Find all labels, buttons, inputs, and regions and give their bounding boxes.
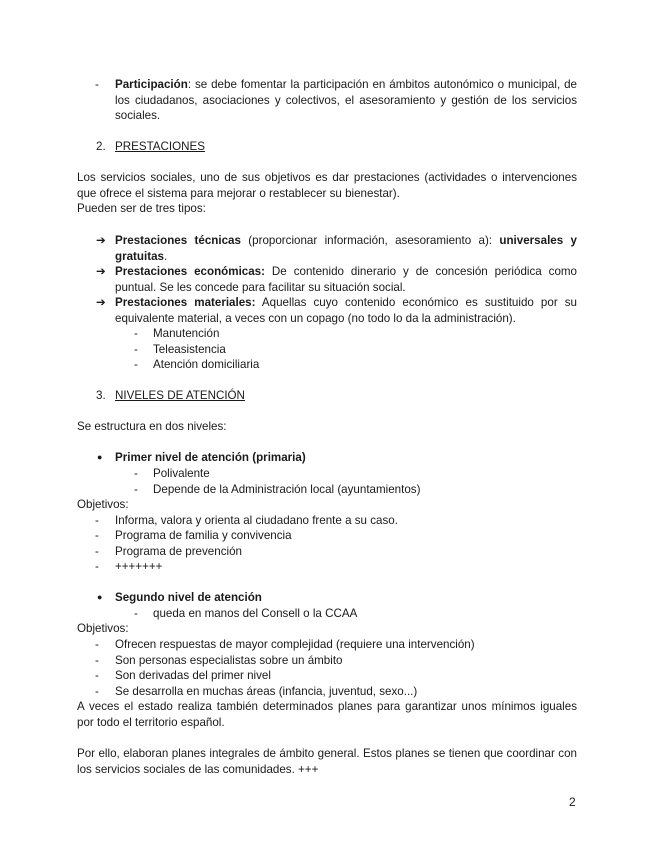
primer-subitem: Depende de la Administración local (ayuntamientos) bbox=[153, 483, 421, 496]
primer-nivel-title: Primer nivel de atención (primaria) bbox=[115, 451, 306, 464]
objetivo-bullet: - bbox=[95, 545, 99, 558]
prestacion-item bbox=[115, 233, 577, 264]
sub-bullet: - bbox=[134, 327, 138, 340]
prestacion-item bbox=[115, 295, 577, 326]
prestacion-text: (proporcionar información, asesoramiento a): bbox=[240, 234, 500, 247]
segundo-objetivos-label: Objetivos: bbox=[77, 622, 129, 635]
prestacion-text: De contenido dinerario y de concesión periódica como puntual. Se les concede para facilitar su situación social. bbox=[115, 265, 578, 294]
objetivo-bullet: - bbox=[95, 685, 99, 698]
material-subitem: Teleasistencia bbox=[153, 343, 226, 356]
material-subitem: Manutención bbox=[153, 327, 220, 340]
section3-paragraph2: Por ello, elaboran planes integrales de ámbito general. Estos planes se tienen que coordinar con los servicios sociales de las comunidades. +++ bbox=[77, 747, 577, 776]
primer-subitem: Polivalente bbox=[153, 467, 210, 480]
arrow-icon: ➔ bbox=[96, 234, 106, 247]
section3-paragraph1: A veces el estado realiza también determinados planes para garantizar unos mínimos iguales por todo el territorio español. bbox=[77, 700, 577, 729]
objetivo-bullet: - bbox=[95, 638, 99, 651]
objetivo-bullet: - bbox=[95, 669, 99, 682]
sub-bullet: - bbox=[134, 483, 138, 496]
section3-intro: Se estructura en dos niveles: bbox=[77, 420, 227, 433]
primer-objetivo: Programa de familia y convivencia bbox=[115, 529, 292, 542]
section3-number: 3. bbox=[96, 389, 106, 402]
bullet-dot-icon: ● bbox=[97, 592, 103, 602]
participacion-text: : se debe fomentar la participación en ámbitos autonómico o municipal, de los ciudadanos, asociaciones y colectivos, el asesoramiento y gestión de los servicios sociales. bbox=[115, 78, 577, 122]
segundo-objetivo: Son derivadas del primer nivel bbox=[115, 669, 271, 682]
sub-bullet: - bbox=[134, 358, 138, 371]
bullet-dot-icon: ● bbox=[97, 452, 103, 462]
sub-bullet: - bbox=[134, 467, 138, 480]
prestacion-end: . bbox=[163, 249, 168, 263]
section2-number: 2. bbox=[96, 140, 106, 153]
prestacion-term: Prestaciones económicas: bbox=[115, 265, 265, 278]
segundo-objetivo: Son personas especialistas sobre un ámbito bbox=[115, 654, 343, 667]
prestacion-term: Prestaciones materiales: bbox=[115, 296, 256, 309]
objetivo-bullet: - bbox=[95, 529, 99, 542]
participacion-bullet: - bbox=[95, 78, 99, 91]
prestacion-bold-end: universales y gratuitas bbox=[115, 234, 577, 263]
section2-types-intro: Pueden ser de tres tipos: bbox=[77, 202, 206, 215]
participacion-item bbox=[115, 77, 577, 124]
prestacion-item bbox=[115, 264, 577, 295]
participacion-term: Participación bbox=[115, 78, 188, 91]
segundo-objetivo: Se desarrolla en muchas áreas (infancia, juventud, sexo...) bbox=[115, 685, 418, 698]
material-subitem: Atención domiciliaria bbox=[153, 358, 260, 371]
objetivo-bullet: - bbox=[95, 514, 99, 527]
segundo-objetivo: Ofrecen respuestas de mayor complejidad (requiere una intervención) bbox=[115, 638, 475, 651]
segundo-nivel-title: Segundo nivel de atención bbox=[115, 591, 262, 604]
sub-bullet: - bbox=[134, 607, 138, 620]
page-number: 2 bbox=[569, 795, 576, 809]
primer-objetivo: Informa, valora y orienta al ciudadano frente a su caso. bbox=[115, 514, 398, 527]
sub-bullet: - bbox=[134, 343, 138, 356]
prestacion-text: Aquellas cuyo contenido económico es sustituido por su equivalente material, a veces con un copago (no todo lo da la administración). bbox=[115, 296, 577, 325]
objetivo-bullet: - bbox=[95, 654, 99, 667]
section2-intro: Los servicios sociales, uno de sus objetivos es dar prestaciones (actividades o intervenciones que ofrece el sistema para mejorar o restablecer su bienestar). bbox=[77, 171, 577, 200]
arrow-icon: ➔ bbox=[96, 296, 106, 309]
primer-objetivo: +++++++ bbox=[115, 560, 163, 573]
primer-objetivo: Programa de prevención bbox=[115, 545, 242, 558]
segundo-subitem: queda en manos del Consell o la CCAA bbox=[153, 607, 358, 620]
section2-title: PRESTACIONES bbox=[115, 140, 205, 153]
primer-objetivos-label: Objetivos: bbox=[77, 498, 129, 511]
section3-title: NIVELES DE ATENCIÓN bbox=[115, 389, 245, 402]
arrow-icon: ➔ bbox=[96, 265, 106, 278]
objetivo-bullet: - bbox=[95, 560, 99, 573]
prestacion-term: Prestaciones técnicas bbox=[115, 234, 241, 247]
